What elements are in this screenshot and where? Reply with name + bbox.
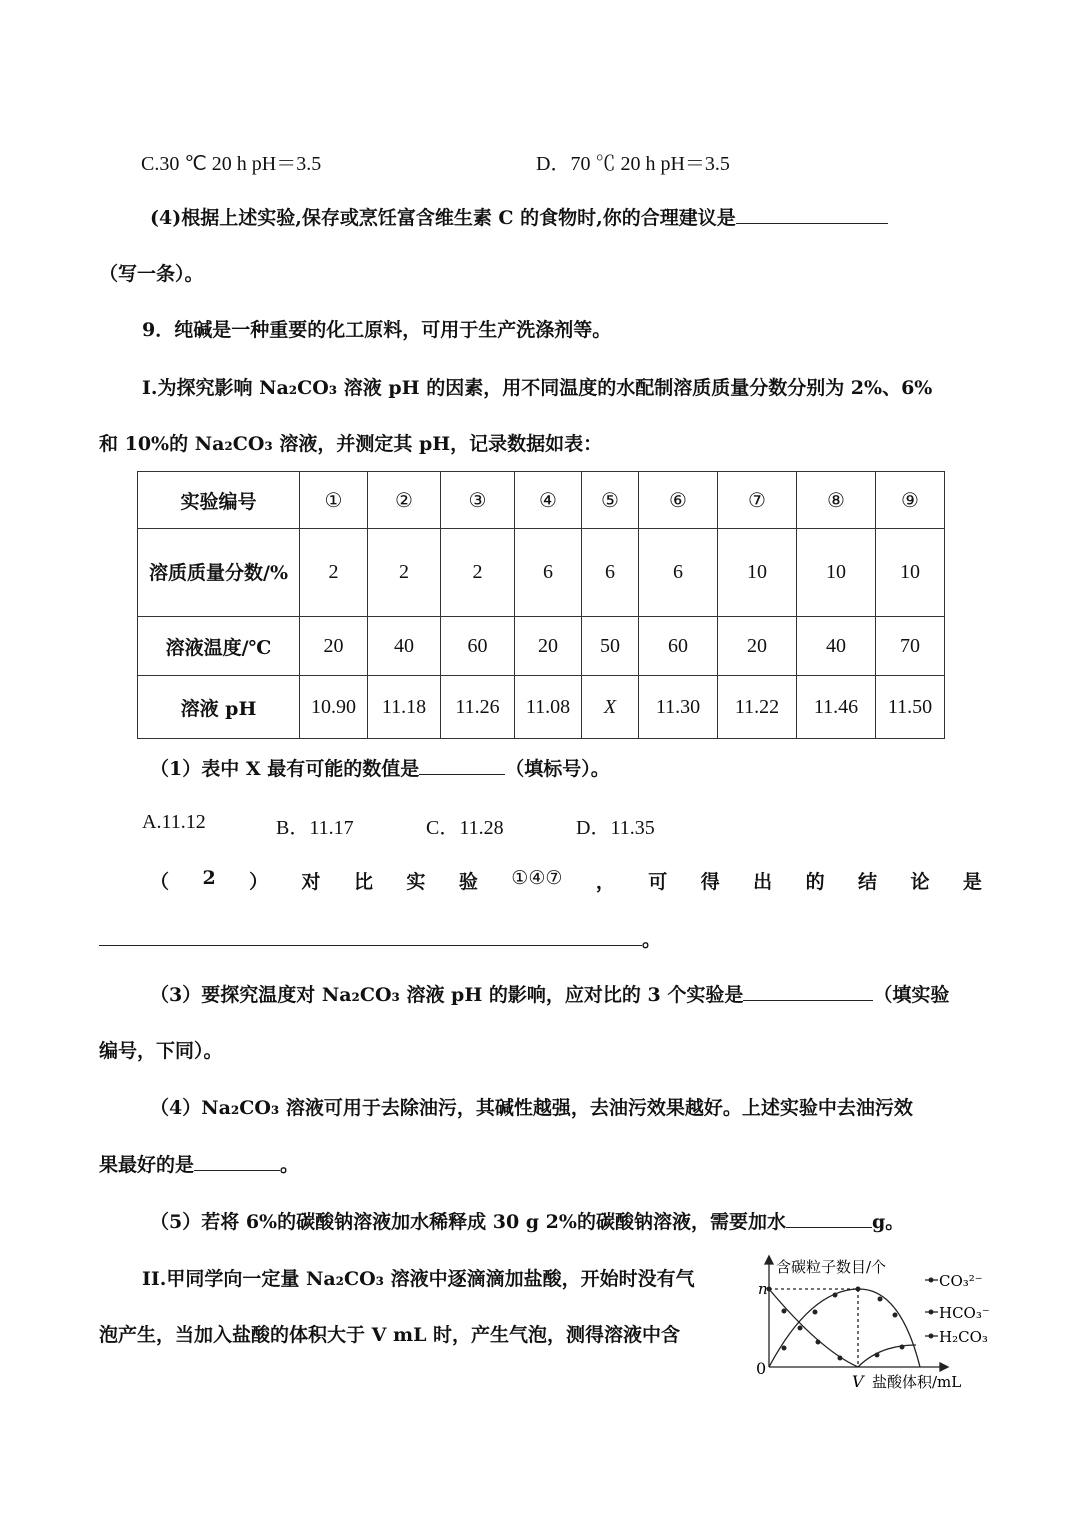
x-axis-label: 盐酸体积/mL (872, 1373, 962, 1391)
q9-sub1-end: （填标号）。 (505, 758, 610, 780)
cell: 2 (441, 529, 515, 617)
data-point (900, 1345, 905, 1350)
q9-part1-line2: 和 10%的 Na₂CO₃ 溶液，并测定其 pH，记录数据如表： (99, 433, 603, 455)
option-b: B．11.17 (276, 817, 354, 839)
y-axis-label: 含碳粒子数目/个 (776, 1258, 887, 1276)
cell: ⑤ (582, 472, 639, 529)
cell: 10 (718, 529, 797, 617)
q9-sub4-line2 (99, 1150, 299, 1177)
legend-co3: CO₃²⁻ (939, 1272, 983, 1290)
cell: 10 (797, 529, 876, 617)
cell: 2 (300, 529, 368, 617)
q9-sub1 (150, 754, 610, 781)
data-point (833, 1293, 838, 1298)
n-label: n (758, 1280, 768, 1298)
cell: 70 (876, 617, 945, 676)
q9-sub4-end: 。 (280, 1154, 300, 1176)
table-row-temperature (138, 617, 945, 676)
cell: 11.18 (368, 676, 441, 739)
data-point (838, 1356, 843, 1361)
cell: 11.50 (876, 676, 945, 739)
cell (515, 676, 582, 739)
cell: ② (368, 472, 441, 529)
data-point (782, 1346, 787, 1351)
cell: ⑥ (639, 472, 718, 529)
word: 出 (753, 871, 773, 893)
answer-blank[interactable] (743, 982, 873, 1001)
row-header (138, 529, 300, 617)
word: 结 (858, 871, 878, 893)
option-a: A.11.12 (142, 811, 206, 833)
q9-sub5 (150, 1207, 904, 1234)
q9-sub5-text: （5）若将 6%的碳酸钠溶液加水稀释成 30 g 2%的碳酸钠溶液，需要加水 (150, 1211, 786, 1233)
q9-sub3 (150, 980, 949, 1007)
cell: X (582, 676, 639, 739)
legend-hco3: HCO₃⁻ (939, 1304, 990, 1322)
option-c: C.30 ℃ 20 h pH＝3.5 (141, 153, 322, 175)
q9-sub2-line2 (99, 925, 661, 952)
data-point (893, 1313, 898, 1318)
cell: 6 (582, 529, 639, 617)
q9-stem: 9．纯碱是一种重要的化工原料，可用于生产洗涤剂等。 (142, 319, 612, 341)
cell (300, 676, 368, 739)
cell: 50 (582, 617, 639, 676)
legend-h2co3: H₂CO₃ (939, 1328, 988, 1346)
q9-sub2-end: 。 (642, 929, 662, 951)
word: 的 (805, 871, 825, 893)
word: 实 (406, 871, 426, 893)
answer-blank[interactable] (194, 1152, 280, 1171)
word: （ (150, 871, 170, 893)
data-point (782, 1309, 787, 1314)
answer-blank[interactable] (99, 927, 642, 946)
h2co3-curve (858, 1345, 916, 1367)
q9-sub5-end: g。 (871, 1211, 905, 1233)
v-label: V (852, 1372, 864, 1391)
word: 验 (458, 871, 478, 893)
data-table (137, 471, 945, 739)
word: ， (595, 871, 615, 893)
word: 论 (910, 871, 930, 893)
cell: 60 (441, 617, 515, 676)
word: 得 (700, 871, 720, 893)
data-point (875, 1353, 880, 1358)
cell: ⑨ (876, 472, 945, 529)
cell: ③ (441, 472, 515, 529)
cell: 11.26 (441, 676, 515, 739)
word: ） (249, 871, 269, 893)
word: 可 (648, 871, 668, 893)
data-point (798, 1326, 803, 1331)
answer-blank[interactable] (786, 1209, 872, 1228)
q9-part2-line1: II.甲同学向一定量 Na₂CO₃ 溶液中逐滴滴加盐酸，开始时没有气 (142, 1268, 695, 1290)
cell: 20 (300, 617, 368, 676)
cell: 60 (639, 617, 718, 676)
word: 对 (301, 871, 321, 893)
q9-sub3-end: （填实验 (873, 984, 950, 1006)
legend-marker (929, 1278, 934, 1283)
cell: 6 (639, 529, 718, 617)
cell-text: 11.08 (525, 695, 571, 718)
word: 比 (353, 871, 373, 893)
cell-text: 10.90 (311, 695, 356, 718)
y-axis-arrow (765, 1256, 773, 1264)
cell: ⑦ (718, 472, 797, 529)
q9-sub3-line2: 编号，下同）。 (99, 1040, 223, 1062)
legend-marker (929, 1334, 934, 1339)
cell: 6 (515, 529, 582, 617)
option-c: C．11.28 (426, 817, 504, 839)
row-header: 溶液 pH (138, 676, 300, 739)
data-point (816, 1340, 821, 1345)
q9-part1-line1: I.为探究影响 Na₂CO₃ 溶液 pH 的因素，用不同温度的水配制溶质质量分数分别为 2%、6% (142, 377, 933, 399)
q9-part2-line2: 泡产生，当加入盐酸的体积大于 V mL 时，产生气泡，测得溶液中含 (99, 1324, 681, 1346)
table-row-fraction (138, 529, 945, 617)
option-d: D．11.35 (576, 817, 655, 839)
q9-sub1-text: （1）表中 X 最有可能的数值是 (150, 758, 420, 780)
cell: 20 (718, 617, 797, 676)
cell: 2 (368, 529, 441, 617)
word: 是 (962, 871, 982, 893)
q8-sub4-text: (4)根据上述实验,保存或烹饪富含维生素 C 的食物时,你的合理建议是 (150, 207, 736, 229)
origin-label: 0 (756, 1359, 767, 1378)
answer-blank[interactable] (736, 205, 888, 224)
cell: ① (300, 472, 368, 529)
cell: 11.22 (718, 676, 797, 739)
table-row-ids (138, 472, 945, 529)
cell: ⑧ (797, 472, 876, 529)
q9-sub3-text: （3）要探究温度对 Na₂CO₃ 溶液 pH 的影响，应对比的 3 个实验是 (150, 984, 744, 1006)
q9-sub4-text: 果最好的是 (99, 1154, 195, 1176)
hco3-curve (769, 1289, 920, 1367)
co3-curve (769, 1289, 858, 1367)
cell: 11.46 (797, 676, 876, 739)
data-point (813, 1310, 818, 1315)
answer-blank[interactable] (419, 756, 505, 775)
row-header-text: 溶质质量分数/% (149, 561, 288, 584)
row-header: 实验编号 (138, 472, 300, 529)
table-row-ph (138, 676, 945, 739)
cell: 10 (876, 529, 945, 617)
legend-marker (929, 1310, 934, 1315)
q8-sub4-end: （写一条）。 (99, 263, 204, 285)
x-axis-arrow (940, 1363, 948, 1371)
cell: 40 (797, 617, 876, 676)
cell: 11.30 (639, 676, 718, 739)
word: 2 (202, 867, 216, 889)
option-d: D．70 ℃ 20 h pH＝3.5 (536, 153, 730, 175)
q8-sub4 (150, 203, 888, 230)
word: ①④⑦ (511, 867, 563, 889)
cell: ④ (515, 472, 582, 529)
cell: 40 (368, 617, 441, 676)
carbon-species-graph (740, 1250, 990, 1400)
data-point (856, 1287, 861, 1292)
q9-sub2 (150, 867, 982, 894)
data-point (878, 1297, 883, 1302)
row-header: 溶液温度/℃ (138, 617, 300, 676)
cell: 20 (515, 617, 582, 676)
q9-sub4: （4）Na₂CO₃ 溶液可用于去除油污，其碱性越强，去油污效果越好。上述实验中去油污效 (150, 1097, 913, 1119)
